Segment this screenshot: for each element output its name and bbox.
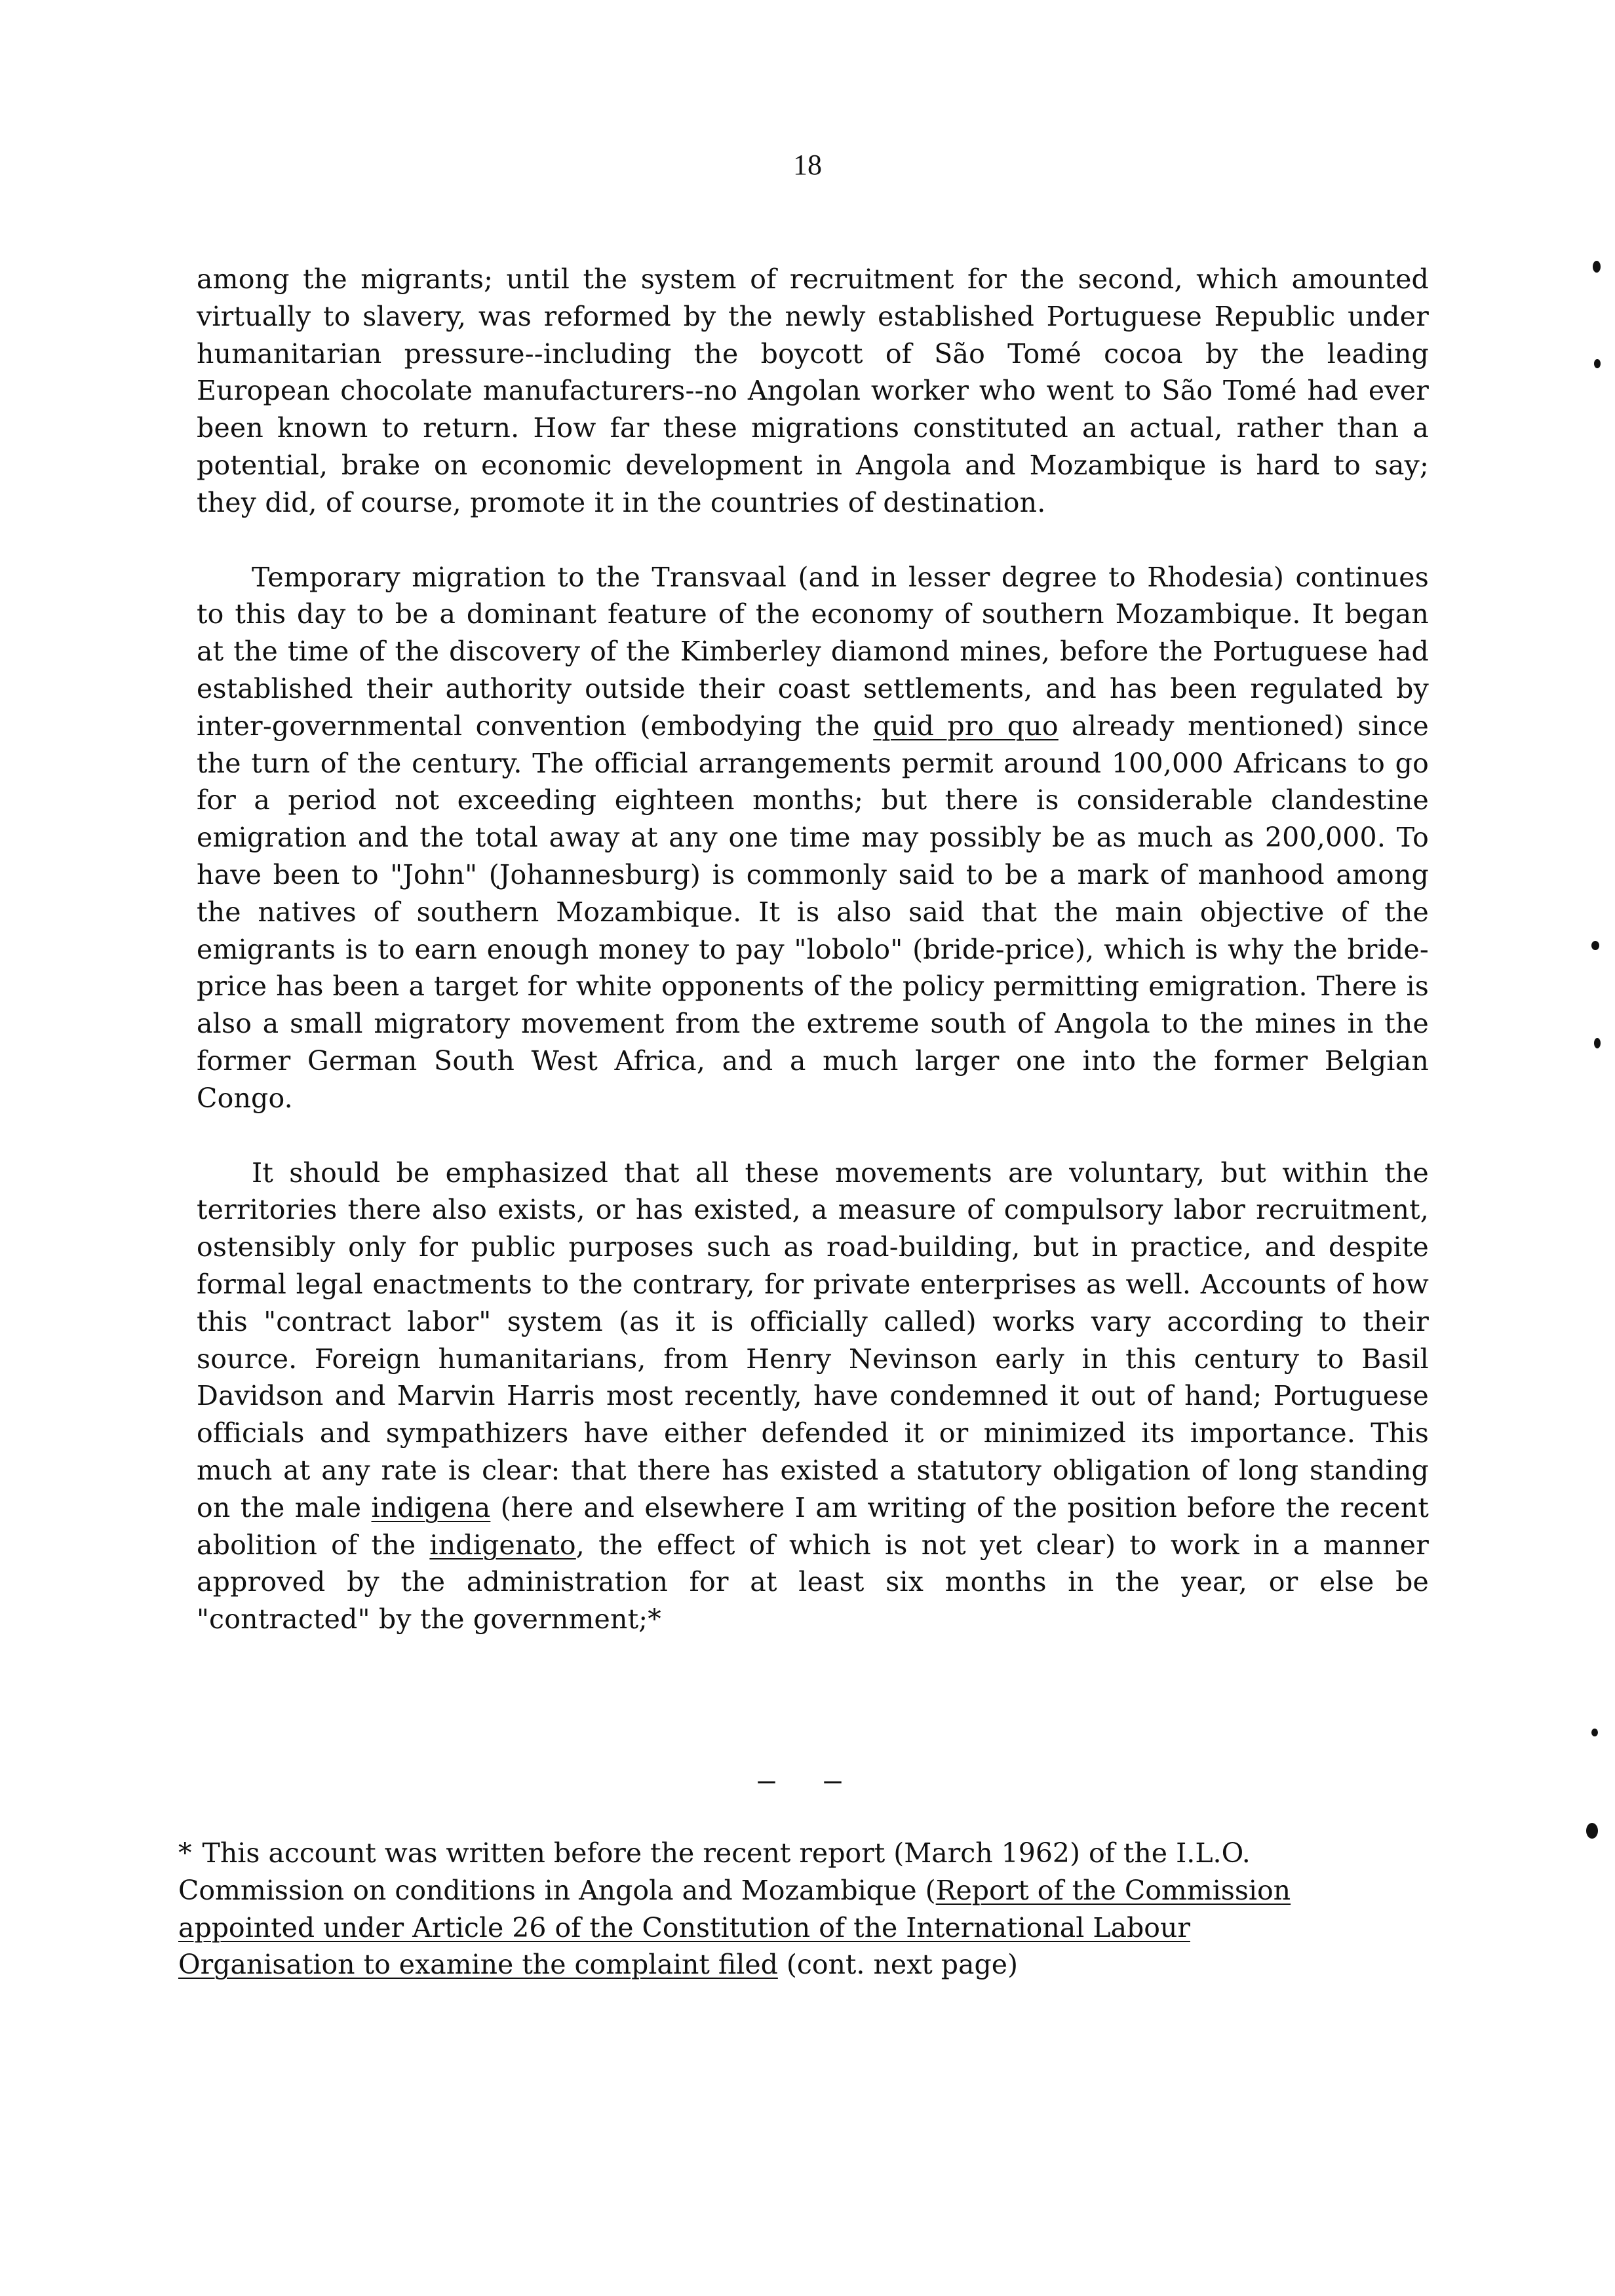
footnote-marker: * <box>178 1837 192 1869</box>
term-quid-pro-quo: quid pro quo <box>873 710 1059 742</box>
margin-mark-6 <box>1586 1823 1598 1839</box>
footnote-separator: — — <box>758 1764 857 1797</box>
paragraph-2 <box>197 559 1429 1117</box>
term-indigenato: indigenato <box>429 1529 576 1561</box>
margin-mark-1 <box>1593 261 1601 273</box>
paragraph-2-text-2: already mentioned) since the turn of the century. The official arrangements permit around 100,000 Africans to go for a period not exceeding eighteen months; but there is considerable clandestine emigration and the total away at any one time may possibly be as much as 200,000. To have been to "John" (Johannesburg) is commonly said to be a mark of manhood among the natives of southern Mozambique. It is also said that the main objective of the emigrants is to earn enough money to pay "lobolo" (bride-price), which is why the bride-price has been a target for white opponents of the policy permitting emigration. There is also a small migratory movement from the extreme south of Angola to the mines in the former German South West Africa, and a much larger one into the former Belgian Congo. <box>197 710 1430 1114</box>
paragraph-3 <box>197 1155 1429 1638</box>
footnote-report-title: Report of the Commission appointed under Article 26 of the Constitution of the International Labour Organisation to examine the complaint filed <box>178 1874 1291 1981</box>
paragraph-3-text-1: It should be emphasized that all these movements are voluntary, but within the territories there also exists, or has existed, a measure of compulsory labor recruitment, ostensibly only for public purposes such as road-building, but in practice, and despite formal legal enactments to the contrary, for private enterprises as well. Accounts of how this "contract labor" system (as it is officially called) works vary according to their source. Foreign humanitarians, from Henry Nevinson early in this century to Basil Davidson and Marvin Harris most recently, have condemned it out of hand; Portuguese officials and sympathizers have either defended it or minimized its importance. This much at any rate is clear: that there has existed a statutory obligation of long standing on the male <box>197 1157 1429 1523</box>
margin-mark-4 <box>1594 1038 1601 1048</box>
paragraph-3-text-2: (here and elsewhere I am writing of the position before the recent abolition of the <box>197 1491 1429 1561</box>
margin-mark-3 <box>1591 941 1599 950</box>
margin-mark-5 <box>1591 1729 1598 1736</box>
footnote-text: This account was written before the recent report (March 1962) of the I.L.O. Commission on conditions in Angola and Mozambique ( <box>178 1837 1251 1906</box>
paragraph-3-text-3: , the effect of which is not yet clear) to work in a manner approved by the administration for at least six months in the year, or else be "contracted" by the government;* <box>197 1529 1429 1636</box>
footnote <box>178 1835 1345 1983</box>
margin-mark-2 <box>1594 359 1601 368</box>
term-indigena: indigena <box>371 1491 491 1523</box>
body-text <box>197 261 1429 1638</box>
page-number: 18 <box>793 149 822 181</box>
paragraph-1: among the migrants; until the system of recruitment for the second, which amounted virtually to slavery, was reformed by the newly established Portuguese Republic under humanitarian pressure--including the boycott of São Tomé cocoa by the leading European chocolate manufacturers--no Angolan worker who went to São Tomé had ever been known to return. How far these migrations constituted an actual, rather than a potential, brake on economic development in Angola and Mozambique is hard to say; they did, of course, promote it in the countries of destination. <box>197 263 1429 518</box>
footnote-continuation: (cont. next page) <box>777 1949 1018 1981</box>
paragraph-2-text-1: Temporary migration to the Transvaal (and in lesser degree to Rhodesia) continues to this day to be a dominant feature of the economy of southern Mozambique. It began at the time of the discovery of the Kimberley diamond mines, before the Portuguese had established their authority outside their coast settlements, and has been regulated by inter-governmental convention (embodying the <box>197 561 1429 742</box>
